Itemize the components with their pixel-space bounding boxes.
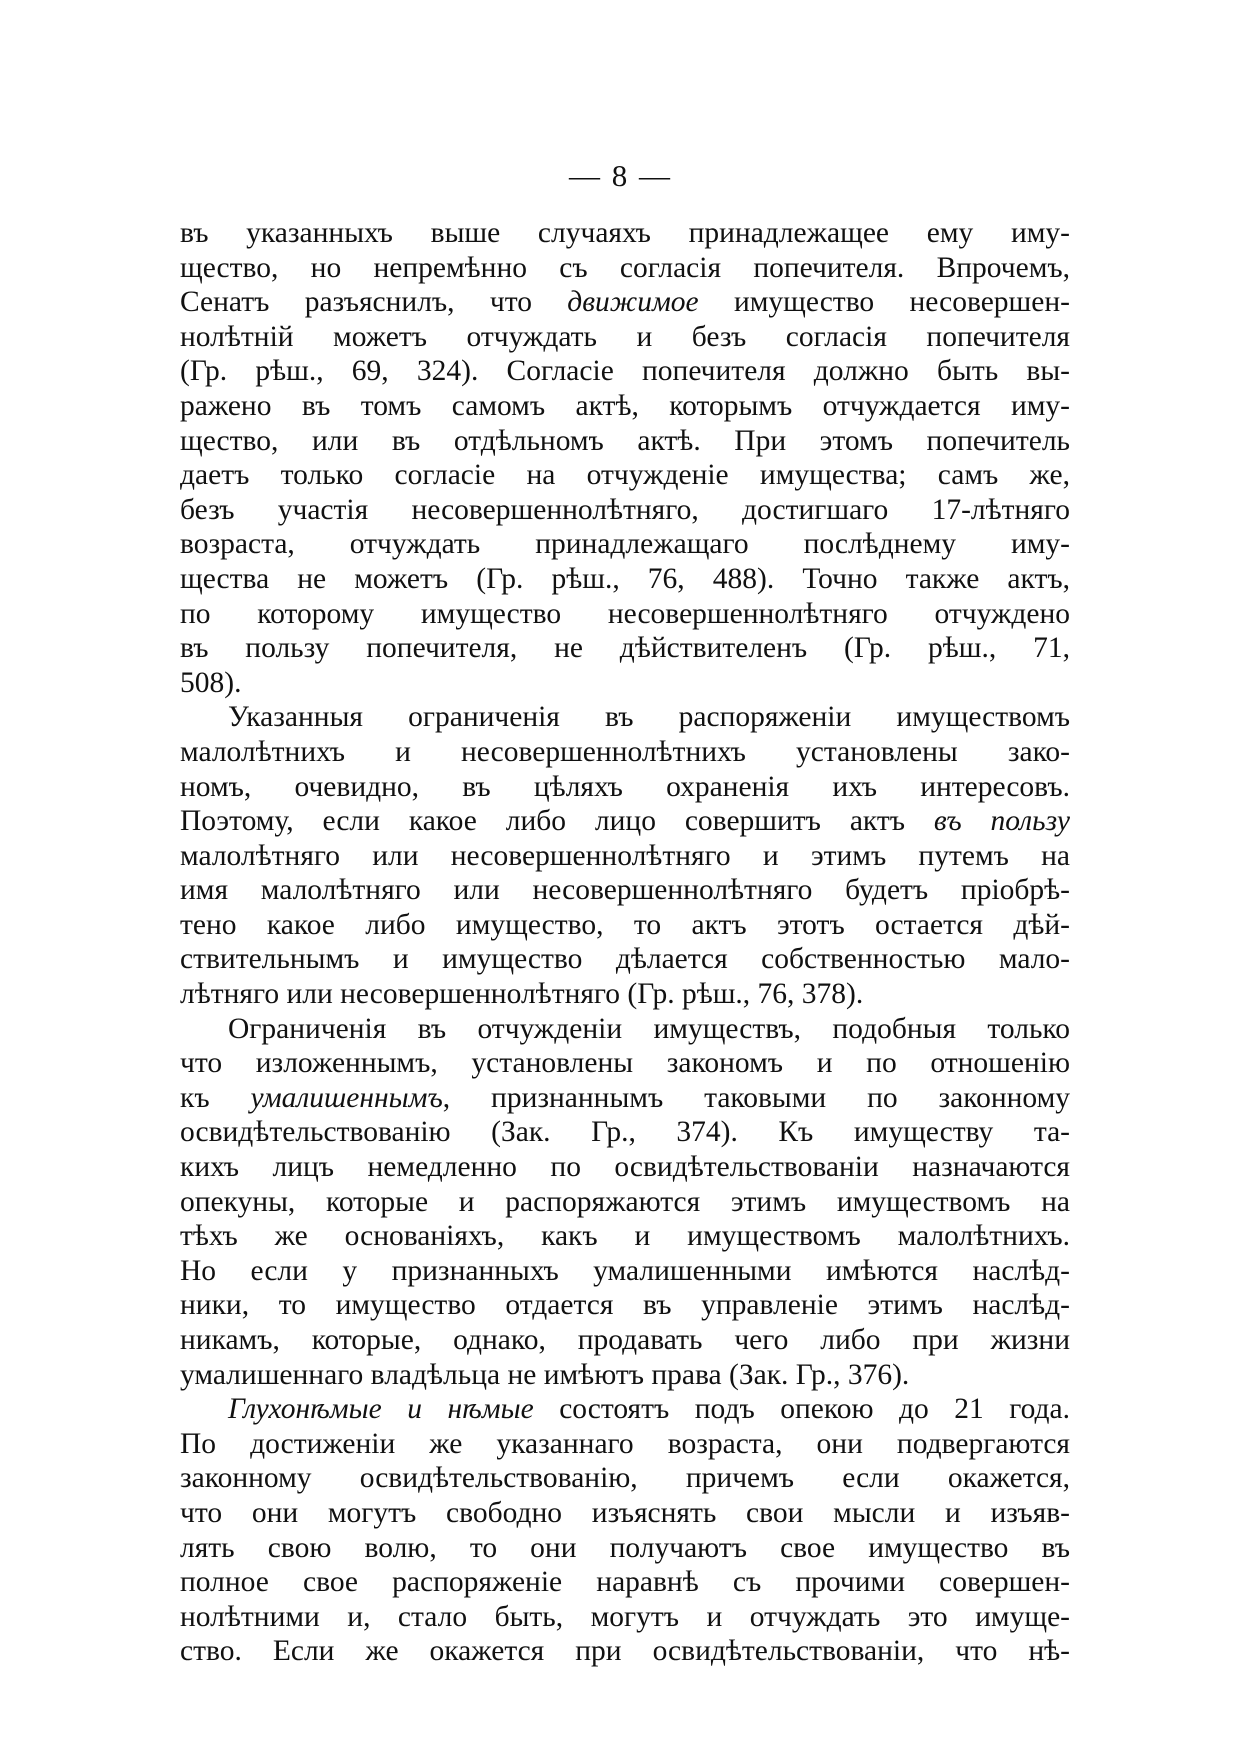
text-line xyxy=(180,354,1070,389)
text-segment: по которому имущество несовершеннолѣтняго отчуждено xyxy=(180,597,1070,630)
italic-text: Глухонѣмые и нѣмые xyxy=(228,1393,534,1426)
text-line xyxy=(180,1254,1070,1289)
text-segment: (Гр. рѣш., 69, 324). Согласіе попечителя должно быть вы- xyxy=(180,355,1070,388)
text-line xyxy=(180,1115,1070,1150)
text-line xyxy=(180,942,1070,977)
text-line xyxy=(180,285,1070,320)
text-segment: щества не можетъ (Гр. рѣш., 76, 488). Точно также актъ, xyxy=(180,562,1070,595)
text-segment: кихъ лицъ немедленно по освидѣтельствованіи назначаются xyxy=(180,1151,1070,1184)
text-segment: что изложеннымъ, установлены закономъ и по отношенію xyxy=(180,1047,1070,1080)
text-line xyxy=(180,1634,1070,1669)
text-segment: , признаннымъ таковыми по законному xyxy=(442,1081,1070,1114)
text-line xyxy=(180,804,1070,839)
text-segment: ствительнымъ и имущество дѣлается собственностью мало- xyxy=(180,943,1070,976)
text-line xyxy=(180,1081,1070,1116)
text-segment: умалишеннаго владѣльца не имѣютъ права (Зак. Гр., 376). xyxy=(180,1358,910,1391)
text-segment: щество, но непремѣнно съ согласія попечителя. Впрочемъ, xyxy=(180,251,1070,284)
text-segment: опекуны, которые и распоряжаются этимъ имуществомъ на xyxy=(180,1185,1070,1218)
text-segment: ство. Если же окажется при освидѣтельствованіи, что нѣ- xyxy=(180,1635,1070,1668)
text-line xyxy=(180,770,1070,805)
text-line xyxy=(180,527,1070,562)
text-segment: даетъ только согласіе на отчужденіе имущества; самъ же, xyxy=(180,459,1070,492)
text-line xyxy=(180,424,1070,459)
text-segment: щество, или въ отдѣльномъ актѣ. При этомъ попечитель xyxy=(180,424,1070,457)
text-segment: къ xyxy=(180,1081,251,1114)
text-line xyxy=(180,1219,1070,1254)
text-line xyxy=(180,320,1070,355)
text-segment: въ пользу попечителя, не дѣйствителенъ (Гр. рѣш., 71, xyxy=(180,632,1070,665)
text-segment: никамъ, которые, однако, продавать чего либо при жизни xyxy=(180,1324,1070,1356)
text-line xyxy=(180,597,1070,632)
text-segment: Ограниченія въ отчужденіи имуществъ, подобныя только xyxy=(228,1012,1070,1045)
text-segment: имя малолѣтняго или несовершеннолѣтняго будетъ пріобрѣ- xyxy=(180,874,1070,907)
text-segment: что они могутъ свободно изъяснять свои мысли и изъяв- xyxy=(180,1496,1070,1529)
text-segment: законному освидѣтельствованію, причемъ если окажется, xyxy=(180,1462,1070,1495)
text-line xyxy=(180,216,1070,251)
text-line xyxy=(180,977,1070,1012)
text-line xyxy=(180,1012,1070,1047)
text-line xyxy=(180,1496,1070,1531)
text-line xyxy=(180,908,1070,943)
text-segment: нолѣтній можетъ отчуждать и безъ согласія попечителя xyxy=(180,320,1070,353)
text-line xyxy=(180,1185,1070,1220)
text-line xyxy=(180,666,1070,701)
text-line xyxy=(180,700,1070,735)
text-segment: ражено въ томъ самомъ актѣ, которымъ отчуждается иму- xyxy=(180,389,1070,422)
text-line xyxy=(180,562,1070,597)
text-segment: имущество несовершен- xyxy=(698,286,1070,319)
text-segment: Указанныя ограниченія въ распоряженіи имуществомъ xyxy=(228,701,1070,734)
text-segment: малолѣтнихъ и несовершеннолѣтнихъ установлены зако- xyxy=(180,735,1070,768)
text-segment: Но если у признанныхъ умалишенными имѣются наслѣд- xyxy=(180,1254,1070,1287)
text-segment: малолѣтняго или несовершеннолѣтняго и этимъ путемъ на xyxy=(180,839,1070,872)
text-line xyxy=(180,493,1070,528)
text-line xyxy=(180,1288,1070,1323)
text-line xyxy=(180,631,1070,666)
text-line xyxy=(180,1600,1070,1635)
text-line xyxy=(180,1323,1070,1358)
text-line xyxy=(180,251,1070,286)
text-segment: 508). xyxy=(180,666,242,699)
text-segment: безъ участія несовершеннолѣтняго, достигшаго 17-лѣтняго xyxy=(180,493,1070,526)
text-line xyxy=(180,735,1070,770)
italic-text: въ пользу xyxy=(933,805,1070,838)
text-line xyxy=(180,1358,1070,1393)
text-line xyxy=(180,873,1070,908)
text-line xyxy=(180,1461,1070,1496)
text-segment: лѣтняго или несовершеннолѣтняго (Гр. рѣш., 76, 378). xyxy=(180,978,864,1011)
text-segment: полное свое распоряженіе наравнѣ съ прочими совершен- xyxy=(180,1566,1070,1599)
text-line xyxy=(180,458,1070,493)
page-number: — 8 — xyxy=(569,158,672,193)
text-segment: тѣхъ же основаніяхъ, какъ и имуществомъ малолѣтнихъ. xyxy=(180,1220,1070,1253)
text-line xyxy=(180,1046,1070,1081)
text-line xyxy=(180,1150,1070,1185)
text-segment: состоятъ подъ опекою до 21 года. xyxy=(533,1393,1070,1426)
text-segment: лять свою волю, то они получаютъ свое имущество въ xyxy=(180,1531,1070,1564)
text-segment: По достиженіи же указаннаго возраста, они подвергаются xyxy=(180,1427,1070,1460)
text-segment: Сенатъ разъяснилъ, что xyxy=(180,286,568,319)
text-segment: нолѣтними и, стало быть, могутъ и отчуждать это имуще- xyxy=(180,1600,1070,1633)
text-line xyxy=(180,1565,1070,1600)
text-segment: возраста, отчуждать принадлежащаго послѣднему иму- xyxy=(180,528,1070,561)
text-line xyxy=(180,839,1070,874)
text-line xyxy=(180,1531,1070,1566)
text-line xyxy=(180,1427,1070,1462)
italic-text: движимое xyxy=(567,286,699,319)
text-line xyxy=(180,1392,1070,1427)
text-line xyxy=(180,389,1070,424)
text-segment: Поэтому, если какое либо лицо совершитъ актъ xyxy=(180,805,934,838)
text-segment: въ указанныхъ выше случаяхъ принадлежащее ему иму- xyxy=(180,217,1070,249)
text-segment: номъ, очевидно, въ цѣляхъ охраненія ихъ интересовъ. xyxy=(180,770,1070,803)
text-segment: освидѣтельствованію (Зак. Гр., 374). Къ имуществу та- xyxy=(180,1116,1070,1149)
text-segment: тено какое либо имущество, то актъ этотъ остается дѣй- xyxy=(180,908,1070,941)
body-text xyxy=(180,216,1070,1669)
text-segment: ники, то имущество отдается въ управленіе этимъ наслѣд- xyxy=(180,1289,1070,1322)
italic-text: умалишеннымъ xyxy=(250,1081,443,1114)
